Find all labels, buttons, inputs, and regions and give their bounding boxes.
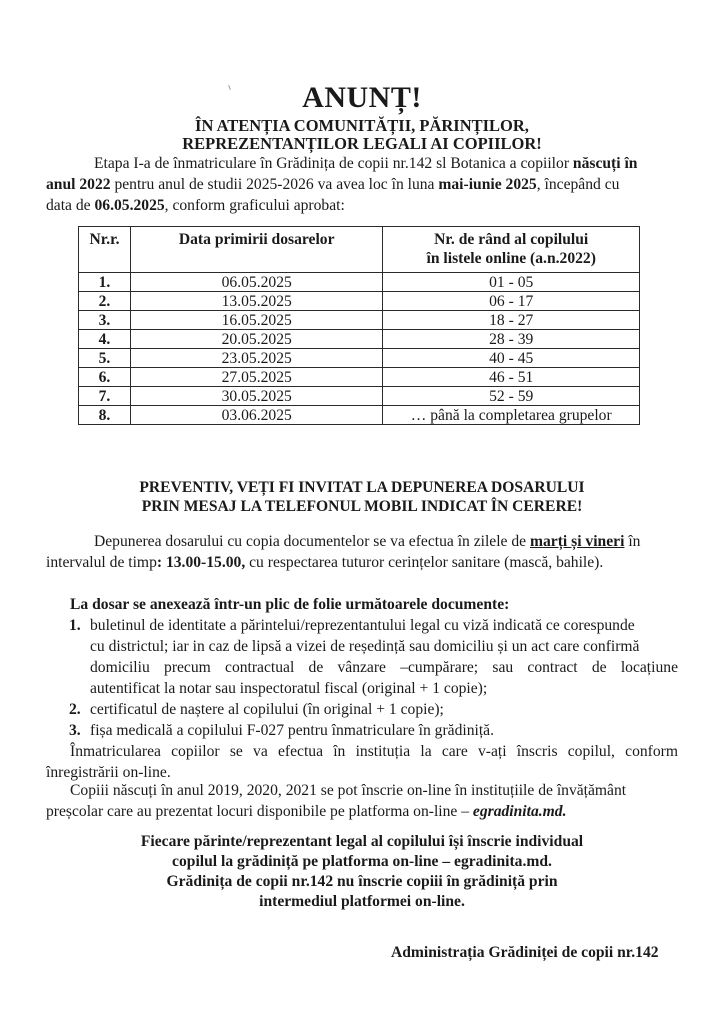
- row-date: 27.05.2025: [130, 368, 383, 387]
- enrollment-line-2: înregistrării on-line.: [46, 764, 171, 781]
- platform-line-4: intermediul platformei on-line.: [259, 893, 465, 910]
- row-date: 06.05.2025: [130, 273, 383, 292]
- row-range: 52 - 59: [383, 387, 640, 406]
- list-num: 2.: [69, 701, 81, 718]
- list-num: 3.: [69, 722, 81, 739]
- row-range: 28 - 39: [383, 330, 640, 349]
- list-item-2: certificatul de naștere al copilului (în original + 1 copie);: [90, 701, 444, 718]
- signature: Administrația Grădiniței de copii nr.142: [391, 944, 659, 961]
- row-date: 16.05.2025: [130, 311, 383, 330]
- intro-bold-year: anul 2022: [46, 176, 111, 193]
- submission-line-1: [94, 531, 640, 552]
- header-rank: [383, 227, 640, 273]
- enrollment-line-1: Înmatricularea copiilor se va efectua în instituția la care v-ați înscris copilul, conform: [70, 743, 678, 760]
- submission-text: Depunerea dosarului cu copia documentelor se va efectua în zilele de: [94, 533, 530, 550]
- table-row: [79, 292, 640, 311]
- submission-text: în: [624, 533, 641, 550]
- documents-heading: [70, 594, 509, 615]
- notice-line-1: PREVENTIV, VEȚI FI INVITAT LA DEPUNEREA DOSARULUI: [139, 479, 585, 496]
- intro-line-2: [46, 174, 619, 195]
- row-range: 01 - 05: [383, 273, 640, 292]
- intro-bold-months: mai-iunie 2025: [438, 176, 537, 193]
- intro-text: , începând cu: [536, 176, 620, 193]
- row-range: … până la completarea grupelor: [383, 406, 640, 425]
- document-title: ANUNȚ!: [302, 81, 422, 114]
- older-children-line-2: [46, 801, 567, 822]
- list-item-number: [69, 615, 81, 636]
- intro-text: , conform graficului aprobat:: [164, 197, 345, 214]
- row-nr: 2.: [79, 292, 131, 311]
- row-date: 13.05.2025: [130, 292, 383, 311]
- list-item-1-line-1: buletinul de identitate a părintelui/reprezentantului legal cu viză indicată ce corespunde: [90, 617, 635, 634]
- header-rank-line-1: Nr. de rând al copilului: [434, 231, 589, 248]
- list-item-number: [69, 699, 81, 720]
- documents-heading-text: La dosar se anexează într-un plic de folie următoarele documente:: [70, 596, 510, 613]
- list-item-1-line-2: cu districtul; iar in caz de lipsă a vizei de reședință sau domiciliu și un act care confirmă: [90, 638, 640, 655]
- row-date: 30.05.2025: [130, 387, 383, 406]
- header-date: Data primirii dosarelor: [130, 227, 383, 273]
- submission-days: marți și vineri: [530, 533, 625, 550]
- platform-link[interactable]: egradinita.md.: [472, 803, 567, 820]
- intro-bold-start-date: 06.05.2025: [94, 197, 165, 214]
- row-date: 03.06.2025: [130, 406, 383, 425]
- table-row: [79, 349, 640, 368]
- list-item-1-line-3: domiciliu precum contractual de vânzare –cumpărare; sau contract de locațiune: [90, 659, 678, 676]
- platform-line-2: copilul la grădiniță pe platforma on-line – egradinita.md.: [172, 853, 552, 870]
- notice-line-2: PRIN MESAJ LA TELEFONUL MOBIL INDICAT ÎN CERERE!: [141, 498, 583, 515]
- table-header-row: [79, 227, 640, 273]
- row-range: 18 - 27: [383, 311, 640, 330]
- row-range: 46 - 51: [383, 368, 640, 387]
- intro-text: pentru anul de studii 2025-2026 va avea loc în luna: [110, 176, 439, 193]
- row-range: 40 - 45: [383, 349, 640, 368]
- intro-line-1: [94, 153, 637, 174]
- table-row: [79, 387, 640, 406]
- subtitle-line-1: ÎN ATENȚIA COMUNITĂȚII, PĂRINȚILOR,: [195, 116, 529, 135]
- row-nr: 1.: [79, 273, 131, 292]
- platform-line-3: Grădinița de copii nr.142 nu înscrie copiii în grădiniță prin: [166, 873, 558, 890]
- row-range: 06 - 17: [383, 292, 640, 311]
- submission-hours: : 13.00-15.00,: [156, 554, 246, 571]
- table-row: [79, 330, 640, 349]
- list-num: 1.: [69, 617, 81, 634]
- row-date: 20.05.2025: [130, 330, 383, 349]
- schedule-table: [78, 226, 640, 425]
- row-date: 23.05.2025: [130, 349, 383, 368]
- row-nr: 7.: [79, 387, 131, 406]
- header-rank-line-2: în listele online (a.n.2022): [426, 250, 596, 267]
- intro-line-3: [46, 195, 345, 216]
- row-nr: 8.: [79, 406, 131, 425]
- table-row: [79, 406, 640, 425]
- row-nr: 3.: [79, 311, 131, 330]
- row-nr: 4.: [79, 330, 131, 349]
- table-row: [79, 311, 640, 330]
- intro-bold-born: născuți în: [572, 155, 638, 172]
- older-children-text: preșcolar care au prezentat locuri disponibile pe platforma on-line –: [46, 803, 473, 820]
- list-item-number: [69, 720, 81, 741]
- intro-text: Etapa I-a de înmatriculare în Grădinița de copii nr.142 sl Botanica a copiilor: [94, 155, 573, 172]
- submission-text: cu respectarea tuturor cerințelor sanitare (mască, bahile).: [245, 554, 604, 571]
- table-row: [79, 368, 640, 387]
- submission-line-2: [46, 552, 603, 573]
- older-children-line-1: Copiii născuți în anul 2019, 2020, 2021 se pot înscrie on-line în instituțiile de învățământ: [70, 782, 627, 799]
- list-item-1-line-4: autentificat la notar sau inspectoratul fiscal (original + 1 copie);: [90, 680, 488, 697]
- header-nr: Nr.r.: [79, 227, 131, 273]
- platform-line-1: Fiecare părinte/reprezentant legal al copilului își înscrie individual: [140, 833, 584, 850]
- list-item-3: fișa medicală a copilului F-027 pentru înmatriculare în grădiniță.: [90, 722, 495, 739]
- row-nr: 6.: [79, 368, 131, 387]
- subtitle-line-2: REPREZENTANȚILOR LEGALI AI COPIILOR!: [182, 134, 542, 153]
- submission-text: intervalul de timp: [46, 554, 157, 571]
- row-nr: 5.: [79, 349, 131, 368]
- table-row: [79, 273, 640, 292]
- intro-text: data de: [46, 197, 95, 214]
